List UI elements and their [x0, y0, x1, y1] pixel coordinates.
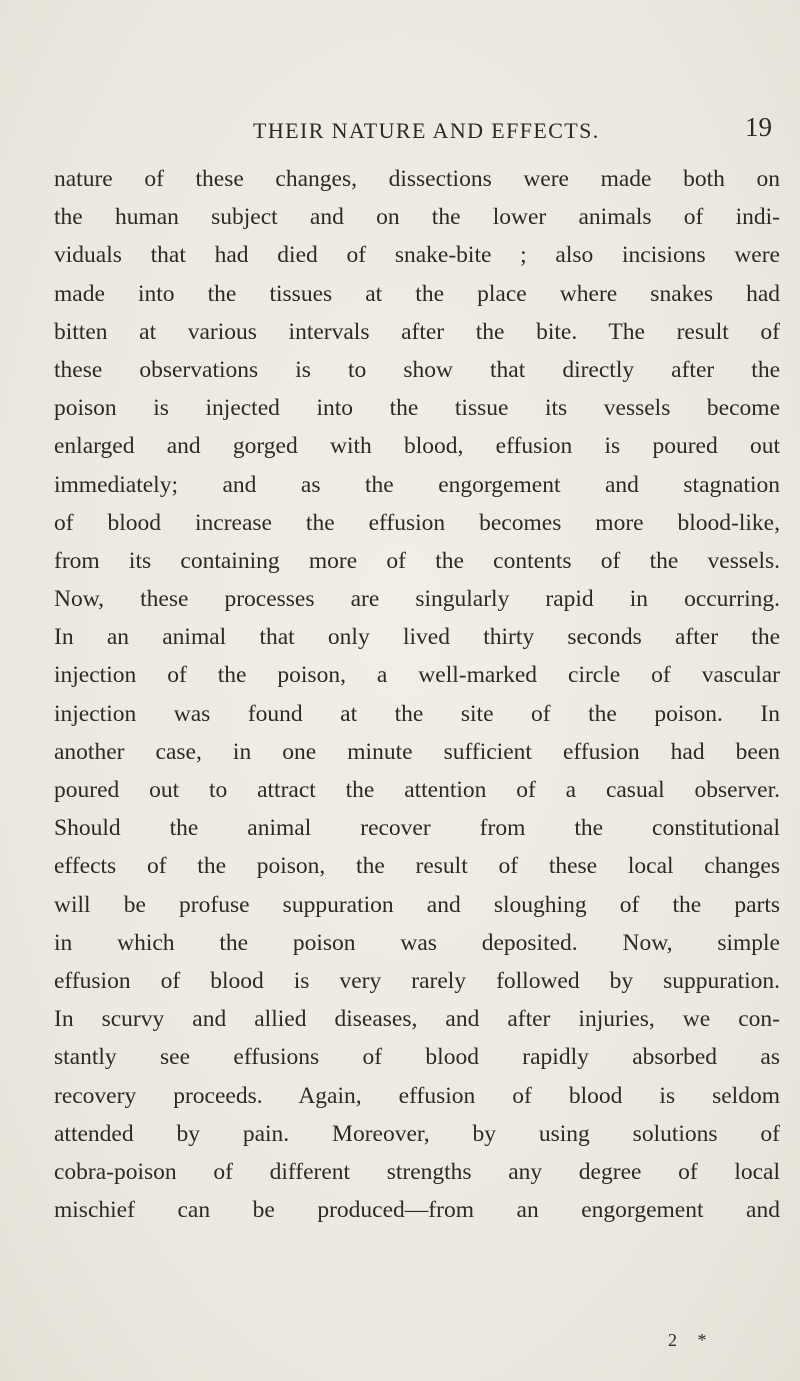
text-line: recovery proceeds. Again, effusion of blood is seldom: [54, 1082, 780, 1109]
text-line: nature of these changes, dissections were made both on: [54, 166, 780, 192]
text-line: mischief can be produced—from an engorgement and: [54, 1197, 780, 1224]
text-line: of blood increase the effusion becomes more blood-like,: [54, 509, 780, 536]
text-line: immediately; and as the engorgement and stagnation: [54, 471, 780, 498]
text-line: enlarged and gorged with blood, effusion is poured out: [54, 433, 780, 460]
text-line: in which the poison was deposited. Now, simple: [54, 929, 780, 956]
text-line: bitten at various intervals after the bite. The result of: [54, 318, 780, 345]
text-line: will be profuse suppuration and sloughing of the parts: [54, 891, 780, 918]
text-line: Now, these processes are singularly rapid in occurring.: [54, 586, 780, 613]
page-number: 19: [745, 112, 772, 142]
running-head-title: THEIR NATURE AND EFFECTS.: [253, 118, 600, 143]
text-line: effusion of blood is very rarely followed by suppuration.: [54, 967, 780, 994]
text-line: Should the animal recover from the constitutional: [54, 815, 780, 842]
text-line: made into the tissues at the place where snakes had: [54, 280, 780, 307]
text-line: from its containing more of the contents of the vessels.: [54, 547, 780, 574]
text-line: injection was found at the site of the poison. In: [54, 700, 780, 727]
text-line: the human subject and on the lower animals of indi-: [54, 204, 780, 231]
text-line: poison is injected into the tissue its vessels become: [54, 395, 780, 422]
text-line: stantly see effusions of blood rapidly absorbed as: [54, 1044, 780, 1071]
text-line: effects of the poison, the result of these local changes: [54, 853, 780, 880]
text-line: poured out to attract the attention of a casual observer.: [54, 777, 780, 803]
text-line: In scurvy and allied diseases, and after injuries, we con-: [54, 1006, 780, 1033]
text-line: cobra-poison of different strengths any degree of local: [54, 1158, 780, 1185]
body-text: [54, 160, 780, 1229]
text-line: injection of the poison, a well-marked circle of vascular: [54, 662, 780, 689]
text-line: another case, in one minute sufficient effusion had been: [54, 738, 780, 765]
text-line: these observations is to show that directly after the: [54, 356, 780, 383]
text-line: In an animal that only lived thirty seconds after the: [54, 624, 780, 651]
signature-mark: 2 *: [668, 1330, 715, 1350]
text-line: viduals that had died of snake-bite ; also incisions were: [54, 242, 780, 269]
running-head: [0, 108, 800, 148]
text-line: attended by pain. Moreover, by using solutions of: [54, 1120, 780, 1147]
